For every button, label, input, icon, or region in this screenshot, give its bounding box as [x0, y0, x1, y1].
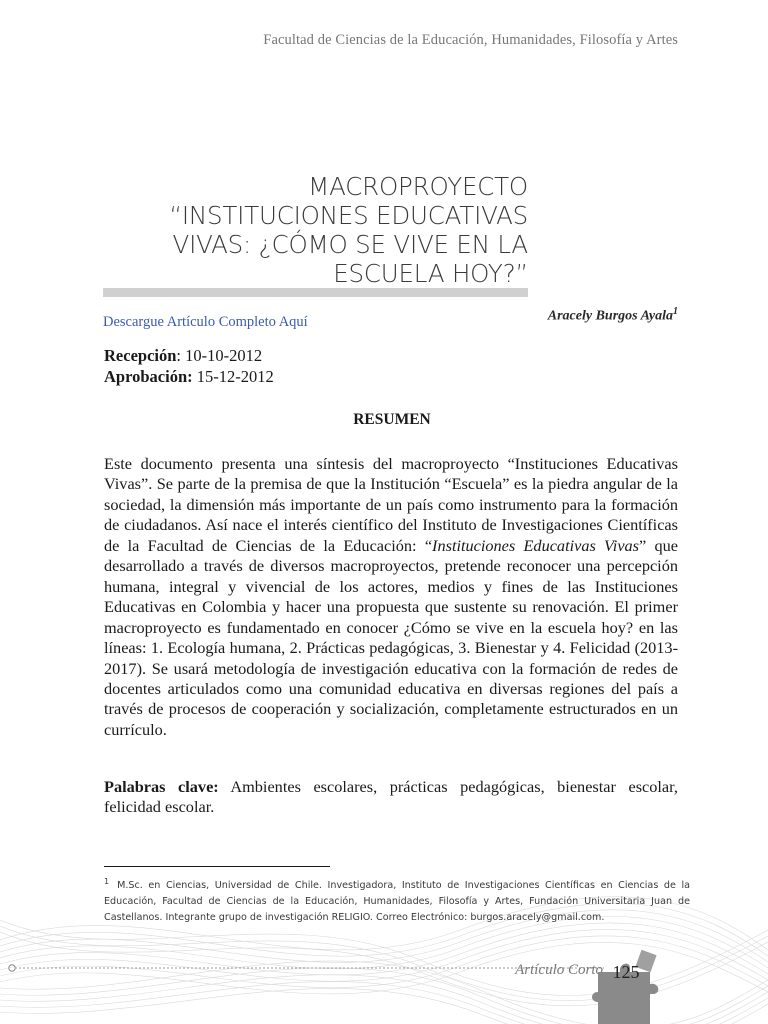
keywords-text: Ambientes escolares, prácticas pedagógicas, bienestar escolar, felicidad escolar.	[104, 777, 678, 817]
author-name-text: Aracely Burgos Ayala	[547, 308, 673, 324]
approval-date	[104, 366, 274, 387]
footnote-divider	[104, 866, 330, 867]
title-line: VIVAS: ¿CÓMO SE VIVE EN LA	[172, 230, 528, 259]
footnote-mark: 1	[104, 877, 110, 886]
reception-label: Recepción	[104, 346, 177, 365]
title-underline-bar	[103, 288, 528, 297]
author-name	[548, 306, 678, 325]
abstract-text-part2: ” que desarrollado a través de diversos macroproyectos, pretende reconocer una percepción humana, integral y vivencial de los actores, medios y fines de las Instituciones Educativas en Colombia y hacer una propuesta que sustente su renovación. El primer macroproyecto es fundamentado en conocer ¿Cómo se vive en la escuela hoy? en las líneas: 1. Ecología humana, 2. Prácticas pedagógicas, 3. Bienestar y 4. Felicidad (2013-2017). Se usará metodología de investigación educativa con la formación de redes de docentes articulados como una comunidad educativa en diversas regiones del país a través de procesos de cooperación y socialización, completamente estructurados en un currículo.	[104, 535, 678, 739]
running-header: Facultad de Ciencias de la Educación, Humanidades, Filosofía y Artes	[263, 32, 678, 48]
title-line: “INSTITUCIONES EDUCATIVAS	[169, 201, 528, 230]
title-line: MACROPROYECTO	[308, 172, 528, 201]
keywords-label: Palabras clave:	[104, 777, 219, 796]
page-number: 125	[612, 962, 640, 982]
reception-value: : 10-10-2012	[176, 346, 263, 365]
keywords-paragraph	[104, 777, 678, 818]
article-title	[68, 172, 528, 288]
footnote-text: M.Sc. en Ciencias, Universidad de Chile. Investigadora, Instituto de Investigaciones Científicas en Ciencias de la Educación, Facultad de Ciencias de la Educación, Humanidades, Filosofía y Artes, Fundación Universitaria Juan de Castellanos. Integrante grupo de investigación RELIGIO. Correo Electrónico: burgos.aracely@gmail.com.	[104, 880, 690, 924]
abstract-text-part1: Este documento presenta una síntesis del macroproyecto “Instituciones Educativas Vivas”. Se parte de la premisa de que la Institución “Escuela” es la piedra angular de la sociedad, la dimensión más importante de un país como instrumento para la formación de ciudadanos. Así nace el interés científico del Instituto de Investigaciones Científicas de la Facultad de Ciencias de la Educación: “	[104, 454, 678, 555]
puzzle-piece-icon	[590, 944, 670, 1024]
article-dates	[104, 345, 274, 387]
abstract-heading: RESUMEN	[353, 411, 431, 428]
footnote	[104, 874, 690, 926]
download-article-link[interactable]: Descargue Artículo Completo Aquí	[103, 314, 308, 330]
section-label: Artículo Corto	[515, 962, 603, 978]
approval-label: Aprobación:	[104, 367, 193, 386]
approval-value: 15-12-2012	[192, 367, 274, 386]
title-line: ESCUELA HOY?”	[333, 259, 528, 288]
author-footnote-mark: 1	[673, 306, 678, 317]
reception-date	[104, 345, 274, 366]
abstract-italic-term: Instituciones Educativas Vivas	[432, 535, 640, 555]
abstract-paragraph	[104, 454, 678, 740]
